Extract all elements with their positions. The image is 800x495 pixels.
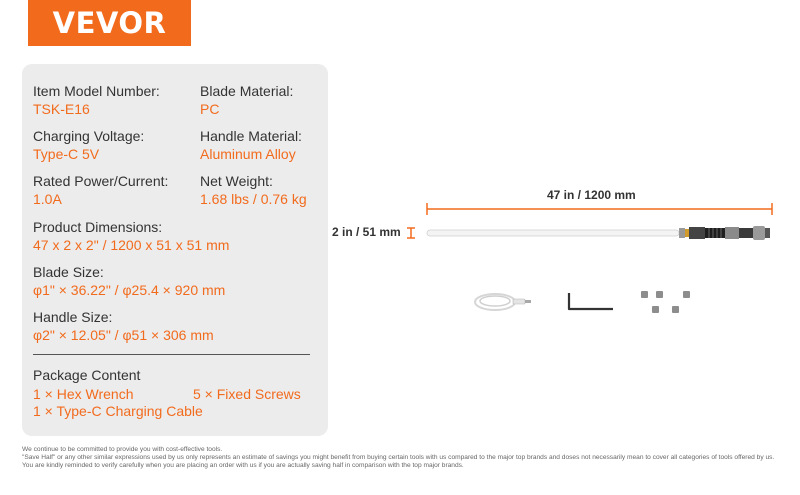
diameter-marker — [407, 228, 415, 238]
footnote-line: We continue to be committed to provide you with cost-effective tools. — [22, 446, 223, 453]
spec-product-dimensions — [33, 219, 229, 254]
product-illustration — [400, 195, 790, 325]
length-dimension-label: 47 in / 1200 mm — [547, 188, 636, 202]
spec-label: Item Model Number: — [33, 83, 160, 99]
spec-blade-size — [33, 264, 225, 299]
package-item-hex-wrench: 1 × Hex Wrench — [33, 386, 134, 402]
spec-label: Blade Material: — [200, 83, 294, 99]
package-item-fixed-screws: 5 × Fixed Screws — [193, 386, 301, 402]
spec-item-model — [33, 83, 160, 118]
divider — [33, 354, 310, 355]
spec-label: Product Dimensions: — [33, 219, 163, 235]
spec-label: Net Weight: — [200, 173, 273, 189]
spec-net-weight — [200, 173, 307, 208]
spec-label: Handle Size: — [33, 309, 113, 325]
hex-wrench-icon — [569, 293, 613, 309]
spec-value: 1.0A — [33, 191, 62, 207]
usb-c-cable-icon — [475, 294, 531, 310]
spec-value: PC — [200, 101, 220, 117]
footnote — [22, 446, 782, 470]
spec-value: φ2" × 12.05" / φ51 × 306 mm — [33, 327, 214, 343]
spec-blade-material — [200, 83, 293, 118]
spec-value: TSK-E16 — [33, 101, 90, 117]
footnote-line: "Save Half" or any other similar expressions used by us only represents an estimate of savings you might benefit from buying certain tools with us compared to the major top brands and doses not necessarily mean to cover all categories of tools offered by us. — [22, 454, 775, 461]
footnote-line: You are kindly reminded to verify carefully when you are placing an order with us if you are actually saving half in comparison with the top major brands. — [22, 462, 464, 469]
spec-handle-size — [33, 309, 214, 344]
length-dimension-arrow — [427, 203, 772, 215]
spec-label: Blade Size: — [33, 264, 104, 280]
spec-label: Rated Power/Current: — [33, 173, 169, 189]
diameter-dimension-label: 2 in / 51 mm — [332, 225, 401, 239]
lightsaber-icon — [427, 226, 770, 240]
spec-value: 1.68 lbs / 0.76 kg — [200, 191, 307, 207]
spec-value: φ1" × 36.22" / φ25.4 × 920 mm — [33, 282, 226, 298]
fixed-screws-icon — [641, 291, 690, 313]
package-content-title: Package Content — [33, 367, 141, 383]
spec-rated-power — [33, 173, 168, 208]
spec-label: Handle Material: — [200, 128, 302, 144]
spec-value: Type-C 5V — [33, 146, 100, 162]
spec-value: 47 x 2 x 2" / 1200 x 51 x 51 mm — [33, 237, 230, 253]
spec-charging-voltage — [33, 128, 144, 163]
spec-label: Charging Voltage: — [33, 128, 145, 144]
spec-handle-material — [200, 128, 302, 163]
spec-value: Aluminum Alloy — [200, 146, 296, 162]
brand-logo: VEVOR — [28, 0, 191, 46]
package-item-charging-cable: 1 × Type-C Charging Cable — [33, 403, 203, 419]
